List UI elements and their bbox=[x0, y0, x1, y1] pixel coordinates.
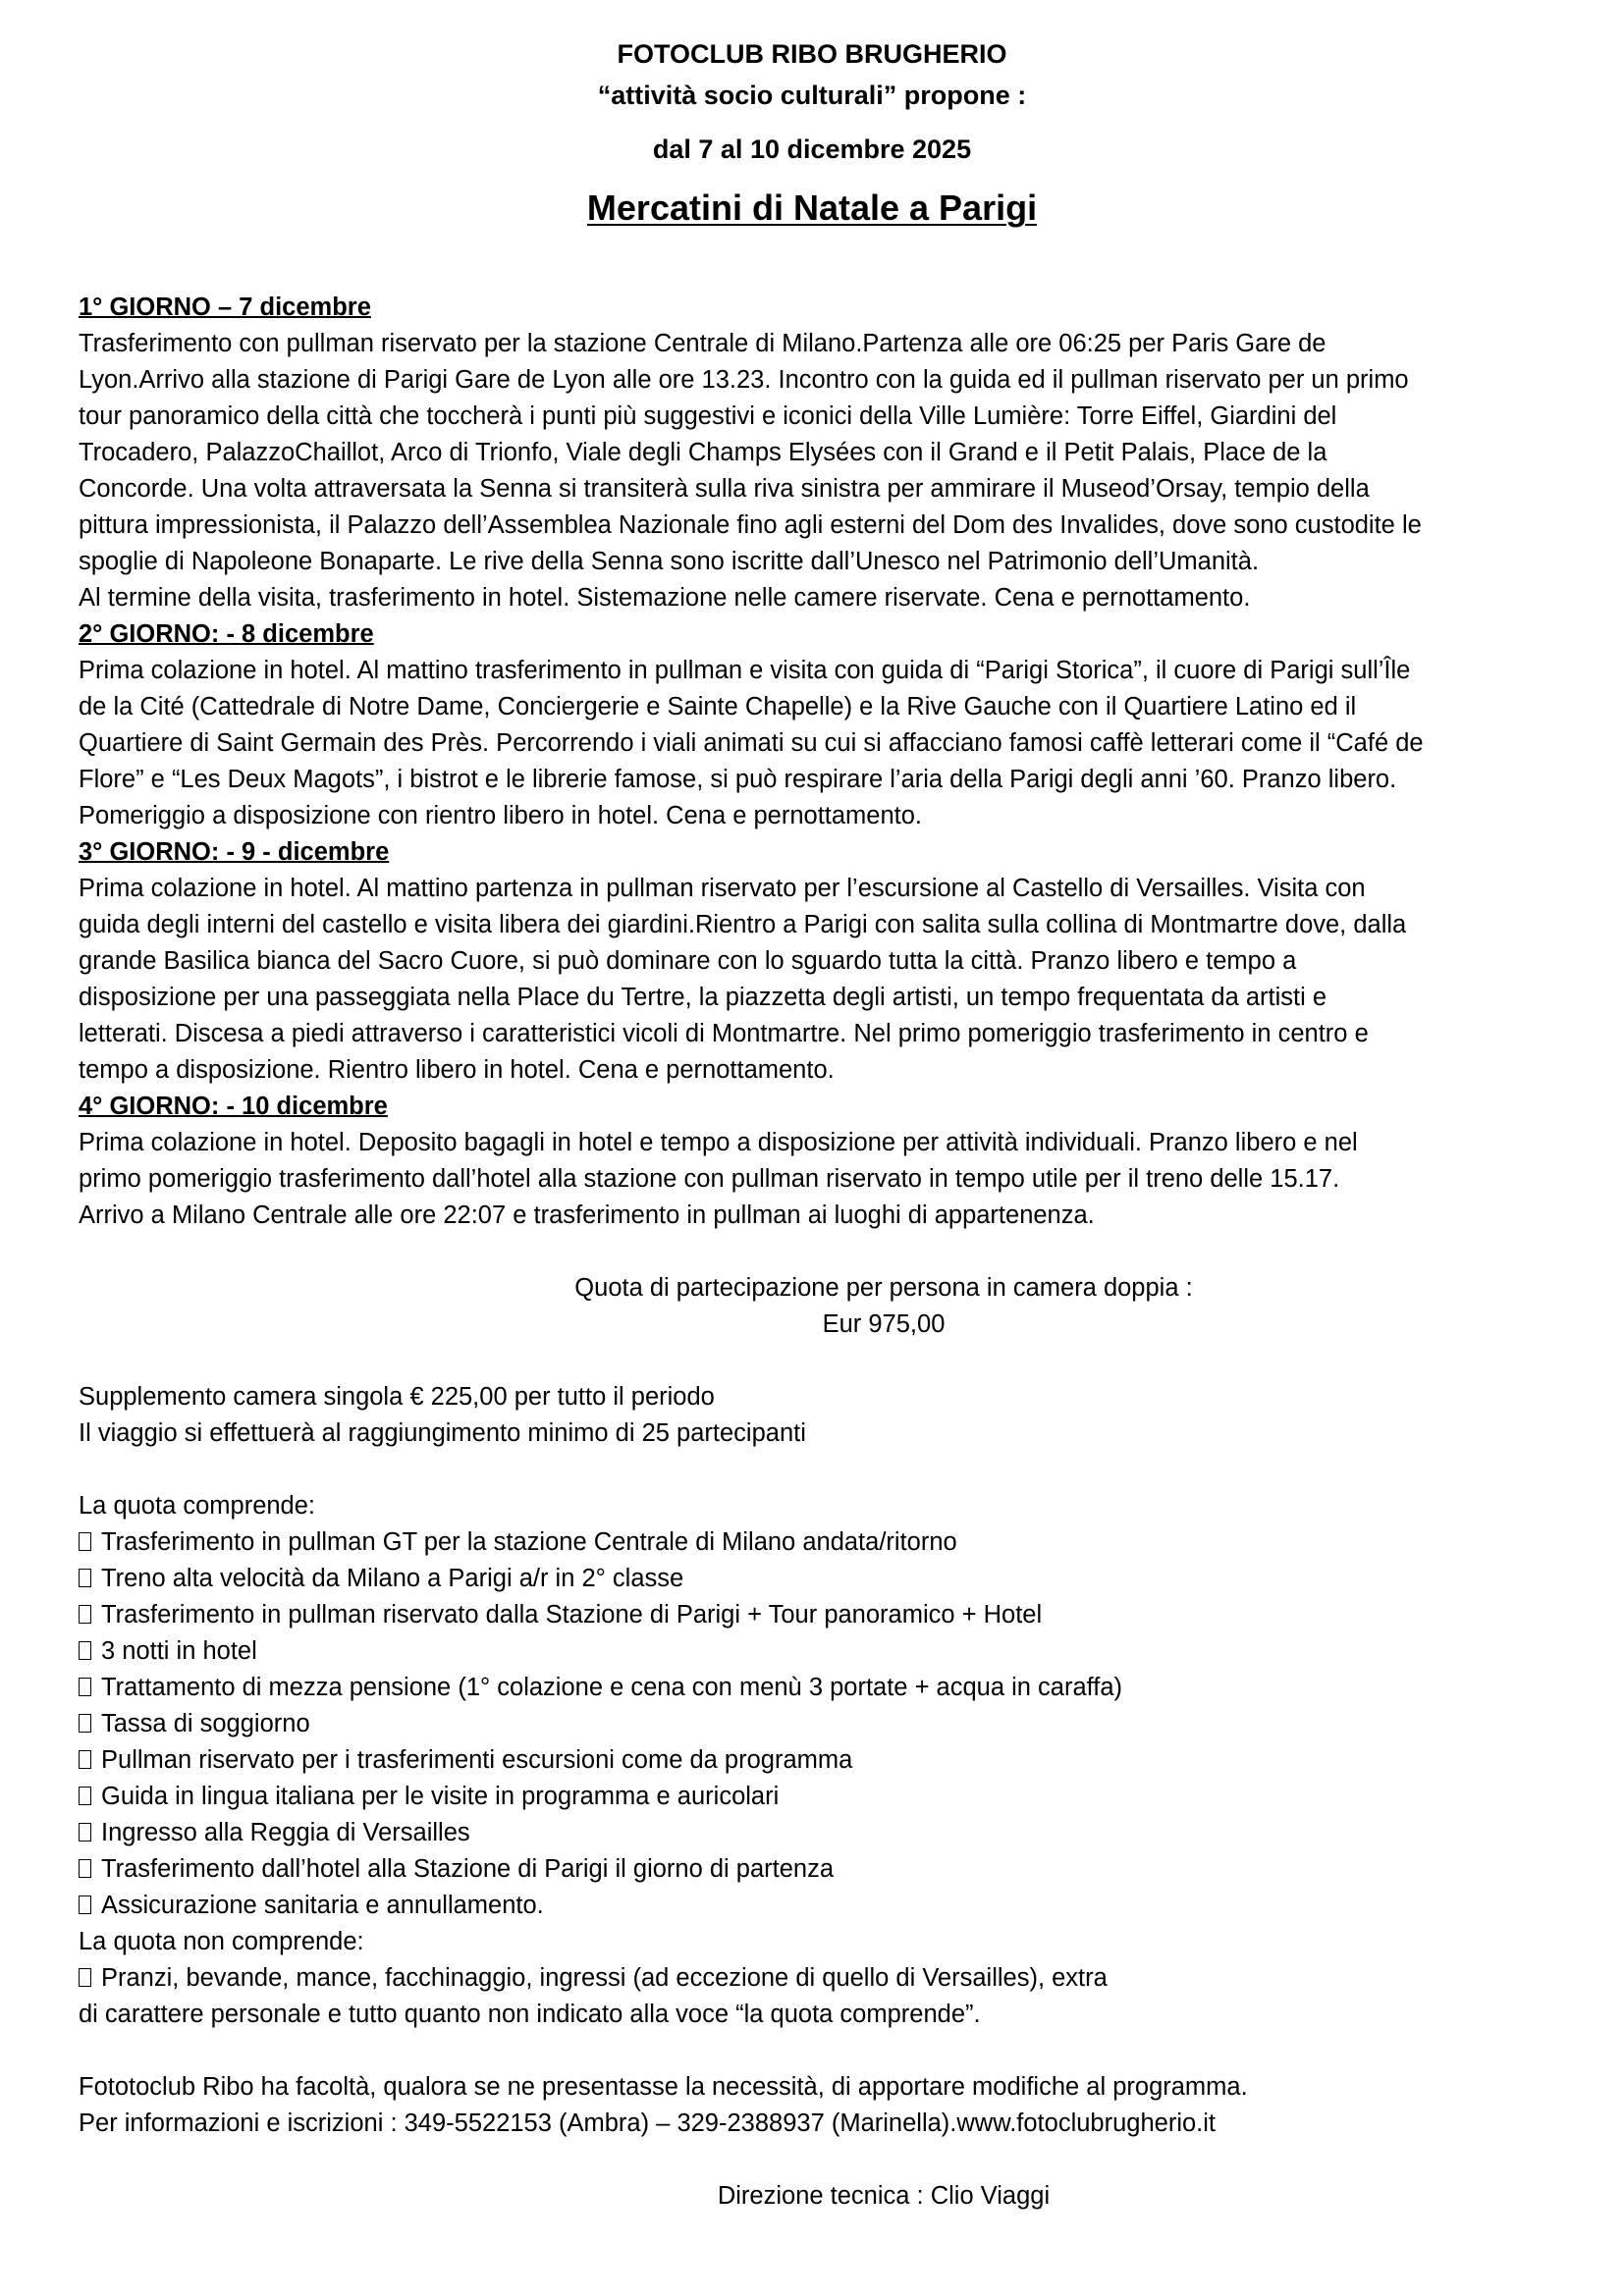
checkbox-glyph-icon bbox=[79, 1714, 91, 1733]
day-text-line: Trasferimento con pullman riservato per la stazione Centrale di Milano.Partenza alle ore 06:25 per Paris Gare de bbox=[79, 330, 1326, 357]
includes-item-text: Assicurazione sanitaria e annullamento. bbox=[101, 1892, 544, 1919]
includes-item bbox=[79, 1633, 1571, 1670]
disclaimer: Fototoclub Ribo ha facoltà, qualora se ne presentasse la necessità, di apportare modifiche al programma. bbox=[79, 2073, 1248, 2101]
includes-item-text: Pullman riservato per i trasferimenti escursioni come da programma bbox=[101, 1746, 853, 1774]
club-name: FOTOCLUB RIBO BRUGHERIO bbox=[617, 39, 1007, 69]
day-text-line: spoglie di Napoleone Bonaparte. Le rive della Senna sono iscritte dall’Unesco nel Patrimonio dell’Umanità. bbox=[79, 548, 1260, 575]
price-amount: Eur 975,00 bbox=[822, 1310, 946, 1338]
minimum-participants-note: Il viaggio si effettuerà al raggiungimento minimo di 25 partecipanti bbox=[79, 1419, 806, 1447]
includes-item bbox=[79, 1706, 1571, 1742]
title-text: Mercatini di Natale a Parigi bbox=[586, 187, 1038, 228]
day-text-line: Pomeriggio a disposizione con rientro libero in hotel. Cena e pernottamento. bbox=[79, 802, 923, 829]
document-body bbox=[79, 290, 1571, 2215]
excludes-item bbox=[79, 1960, 1571, 1997]
day-text-line: Lyon.Arrivo alla stazione di Parigi Gare de Lyon alle ore 13.23. Incontro con la guida ed il pullman riservato per un primo bbox=[79, 366, 1409, 394]
checkbox-glyph-icon bbox=[79, 1569, 91, 1587]
day-text-line: Prima colazione in hotel. Al mattino partenza in pullman riservato per l’escursione al Castello di Versailles. Visita con bbox=[79, 875, 1366, 902]
day-text-line: Concorde. Una volta attraversata la Senna si transiterà sulla riva sinistra per ammirare il Museod’Orsay, tempio della bbox=[79, 475, 1370, 503]
day-text-line: Prima colazione in hotel. Deposito bagagli in hotel e tempo a disposizione per attività individuali. Pranzo libero e nel bbox=[79, 1129, 1358, 1156]
includes-item-text: Trasferimento in pullman riservato dalla Stazione di Parigi + Tour panoramico + Hotel bbox=[101, 1601, 1043, 1629]
checkbox-glyph-icon bbox=[79, 1750, 91, 1769]
day-text-line: Arrivo a Milano Centrale alle ore 22:07 e trasferimento in pullman ai luoghi di appartenenza. bbox=[79, 1201, 1095, 1229]
day-heading: 4° GIORNO: - 10 dicembre bbox=[79, 1093, 388, 1120]
excludes-continuation: di carattere personale e tutto quanto non indicato alla voce “la quota comprende”. bbox=[79, 2001, 981, 2028]
includes-item-text: Trasferimento dall’hotel alla Stazione di Parigi il giorno di partenza bbox=[101, 1855, 835, 1883]
day-text-line: primo pomeriggio trasferimento dall’hotel alla stazione con pullman riservato in tempo utile per il treno delle 15.17. bbox=[79, 1165, 1340, 1193]
day-text-line: Flore” e “Les Deux Magots”, i bistrot e le librerie famose, si può respirare l’aria della Parigi degli anni ’60. Pranzo libero. bbox=[79, 766, 1397, 793]
excludes-heading: La quota non comprende: bbox=[79, 1928, 364, 1955]
includes-item bbox=[79, 1561, 1571, 1597]
document-title bbox=[0, 187, 1624, 230]
excludes-item-text: Pranzi, bevande, mance, facchinaggio, ingressi (ad eccezione di quello di Versailles), extra bbox=[101, 1964, 1108, 1992]
checkbox-glyph-icon bbox=[79, 1896, 91, 1914]
day-text-line: grande Basilica bianca del Sacro Cuore, si può dominare con lo sguardo tutta la città. Pranzo libero e tempo a bbox=[79, 947, 1297, 975]
day-heading: 1° GIORNO – 7 dicembre bbox=[79, 294, 371, 321]
includes-heading: La quota comprende: bbox=[79, 1492, 316, 1520]
checkbox-glyph-icon bbox=[79, 1532, 91, 1551]
day-text-line: Trocadero, PalazzoChaillot, Arco di Trionfo, Viale degli Champs Elysées con il Grand e il Petit Palais, Place de la bbox=[79, 439, 1327, 466]
includes-item-text: Guida in lingua italiana per le visite in programma e auricolari bbox=[101, 1783, 780, 1810]
day-text-line: tempo a disposizione. Rientro libero in hotel. Cena e pernottamento. bbox=[79, 1056, 835, 1084]
includes-item bbox=[79, 1597, 1571, 1633]
includes-item bbox=[79, 1888, 1571, 1924]
day-text-line: guida degli interni del castello e visita libera dei giardini.Rientro a Parigi con salita sulla collina di Montmartre dove, dalla bbox=[79, 911, 1407, 938]
price-label: Quota di partecipazione per persona in camera doppia : bbox=[574, 1274, 1193, 1302]
day-text-line: de la Cité (Cattedrale di Notre Dame, Conciergerie e Sainte Chapelle) e la Rive Gauche con il Quartiere Latino ed il bbox=[79, 693, 1357, 721]
includes-item bbox=[79, 1524, 1571, 1561]
day-text-line: Al termine della visita, trasferimento in hotel. Sistemazione nelle camere riservate. Cena e pernottamento. bbox=[79, 584, 1251, 612]
checkbox-glyph-icon bbox=[79, 1787, 91, 1805]
checkbox-glyph-icon bbox=[79, 1678, 91, 1696]
checkbox-glyph-icon bbox=[79, 1823, 91, 1842]
trip-dates: dal 7 al 10 dicembre 2025 bbox=[652, 134, 972, 164]
day-text-line: pittura impressionista, il Palazzo dell’Assemblea Nazionale fino agli esterni del Dom des Invalides, dove sono custodite le bbox=[79, 511, 1422, 539]
includes-item bbox=[79, 1670, 1571, 1706]
includes-item bbox=[79, 1779, 1571, 1815]
includes-item-text: Treno alta velocità da Milano a Parigi a/r in 2° classe bbox=[101, 1565, 684, 1592]
day-text-line: Prima colazione in hotel. Al mattino trasferimento in pullman e visita con guida di “Parigi Storica”, il cuore di Parigi sull’Île bbox=[79, 657, 1411, 684]
club-subtitle: “attività socio culturali” propone : bbox=[597, 80, 1027, 110]
checkbox-glyph-icon bbox=[79, 1859, 91, 1878]
checkbox-glyph-icon bbox=[79, 1605, 91, 1624]
technical-direction: Direzione tecnica : Clio Viaggi bbox=[717, 2182, 1051, 2210]
day-text-line: Quartiere di Saint Germain des Près. Percorrendo i viali animati su cui si affacciano famosi caffè letterari come il “Café de bbox=[79, 729, 1424, 757]
day-heading: 2° GIORNO: - 8 dicembre bbox=[79, 620, 374, 648]
includes-item-text: Trasferimento in pullman GT per la stazione Centrale di Milano andata/ritorno bbox=[101, 1528, 957, 1556]
includes-item-text: Tassa di soggiorno bbox=[101, 1710, 310, 1737]
includes-item bbox=[79, 1742, 1571, 1779]
includes-item bbox=[79, 1851, 1571, 1888]
day-heading: 3° GIORNO: - 9 - dicembre bbox=[79, 838, 390, 866]
checkbox-glyph-icon bbox=[79, 1641, 91, 1660]
day-text-line: disposizione per una passeggiata nella Place du Tertre, la piazzetta degli artisti, un tempo frequentata da artisti e bbox=[79, 984, 1327, 1011]
single-room-note: Supplemento camera singola € 225,00 per tutto il periodo bbox=[79, 1383, 715, 1411]
includes-item-text: Trattamento di mezza pensione (1° colazione e cena con menù 3 portate + acqua in caraffa) bbox=[101, 1674, 1123, 1701]
contacts: Per informazioni e iscrizioni : 349-5522153 (Ambra) – 329-2388937 (Marinella).www.fotoclubrugherio.it bbox=[79, 2109, 1216, 2137]
checkbox-glyph-icon bbox=[79, 1968, 91, 1987]
day-text-line: tour panoramico della città che toccherà i punti più suggestivi e iconici della Ville Lumière: Torre Eiffel, Giardini del bbox=[79, 402, 1337, 430]
day-text-line: letterati. Discesa a piedi attraverso i caratteristici vicoli di Montmartre. Nel primo pomeriggio trasferimento in centro e bbox=[79, 1020, 1369, 1047]
includes-item bbox=[79, 1815, 1571, 1851]
includes-item-text: Ingresso alla Reggia di Versailles bbox=[101, 1819, 470, 1846]
includes-item-text: 3 notti in hotel bbox=[101, 1637, 257, 1665]
